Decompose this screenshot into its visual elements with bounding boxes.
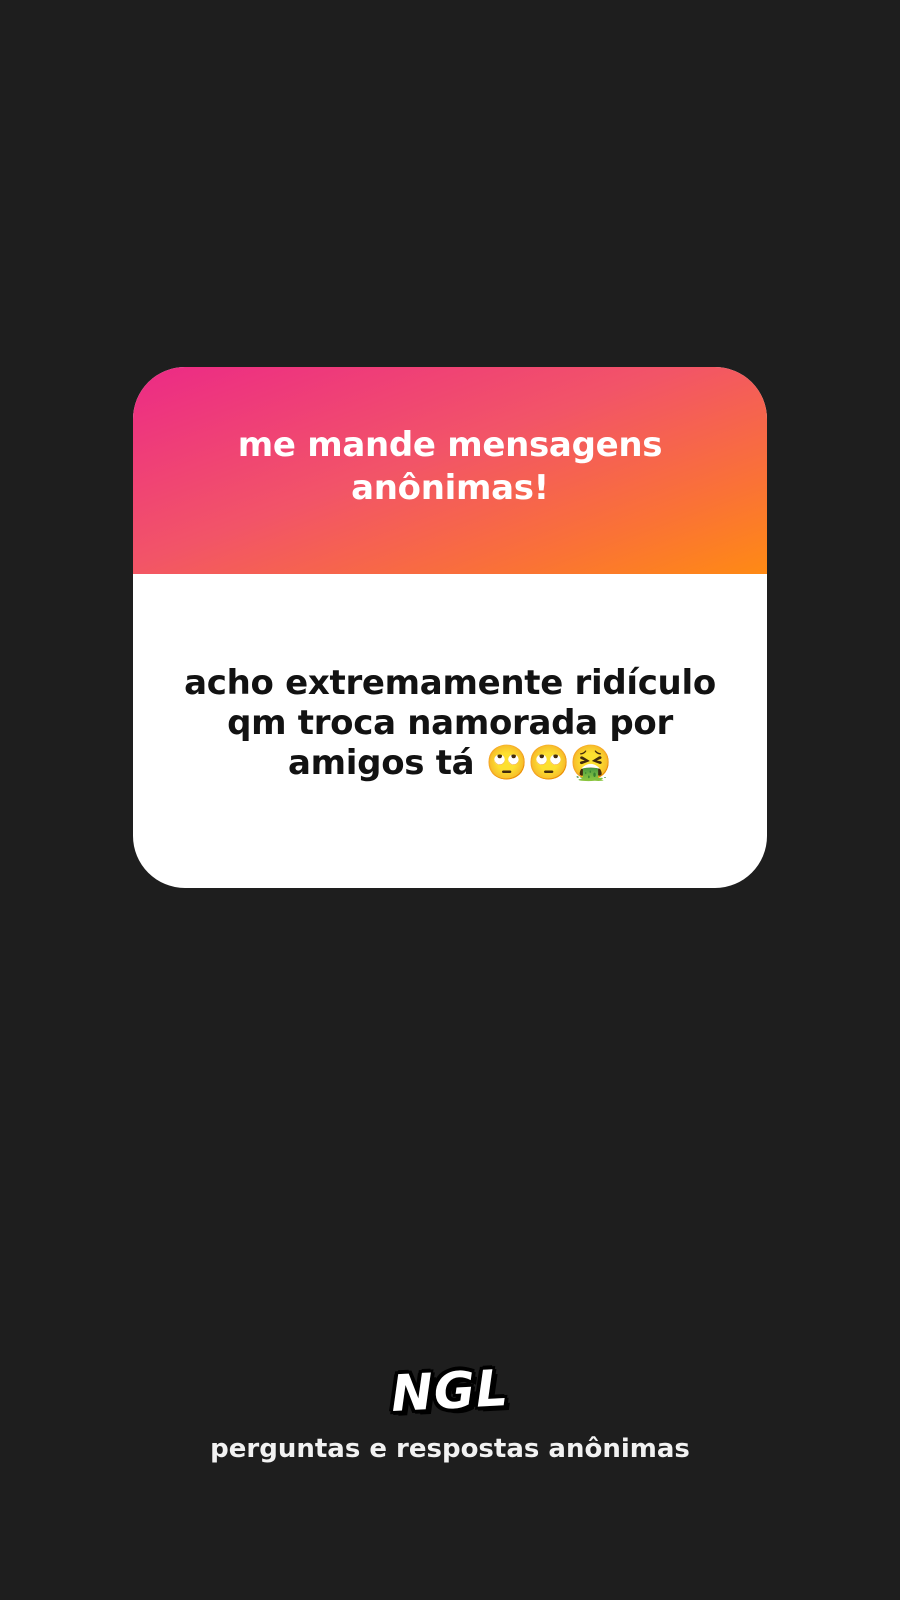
tagline: perguntas e respostas anônimas [210,1434,690,1464]
ngl-logo: NGL [389,1358,511,1424]
prompt-text: me mande mensagens anônimas! [237,424,663,508]
question-card [133,367,767,888]
anonymous-message: acho extremamente ridículo qm troca namorada por amigos tá 🙄🙄🤮 [184,663,716,783]
card-body [133,574,767,888]
card-header [133,367,767,574]
brand-footer [0,1358,900,1464]
